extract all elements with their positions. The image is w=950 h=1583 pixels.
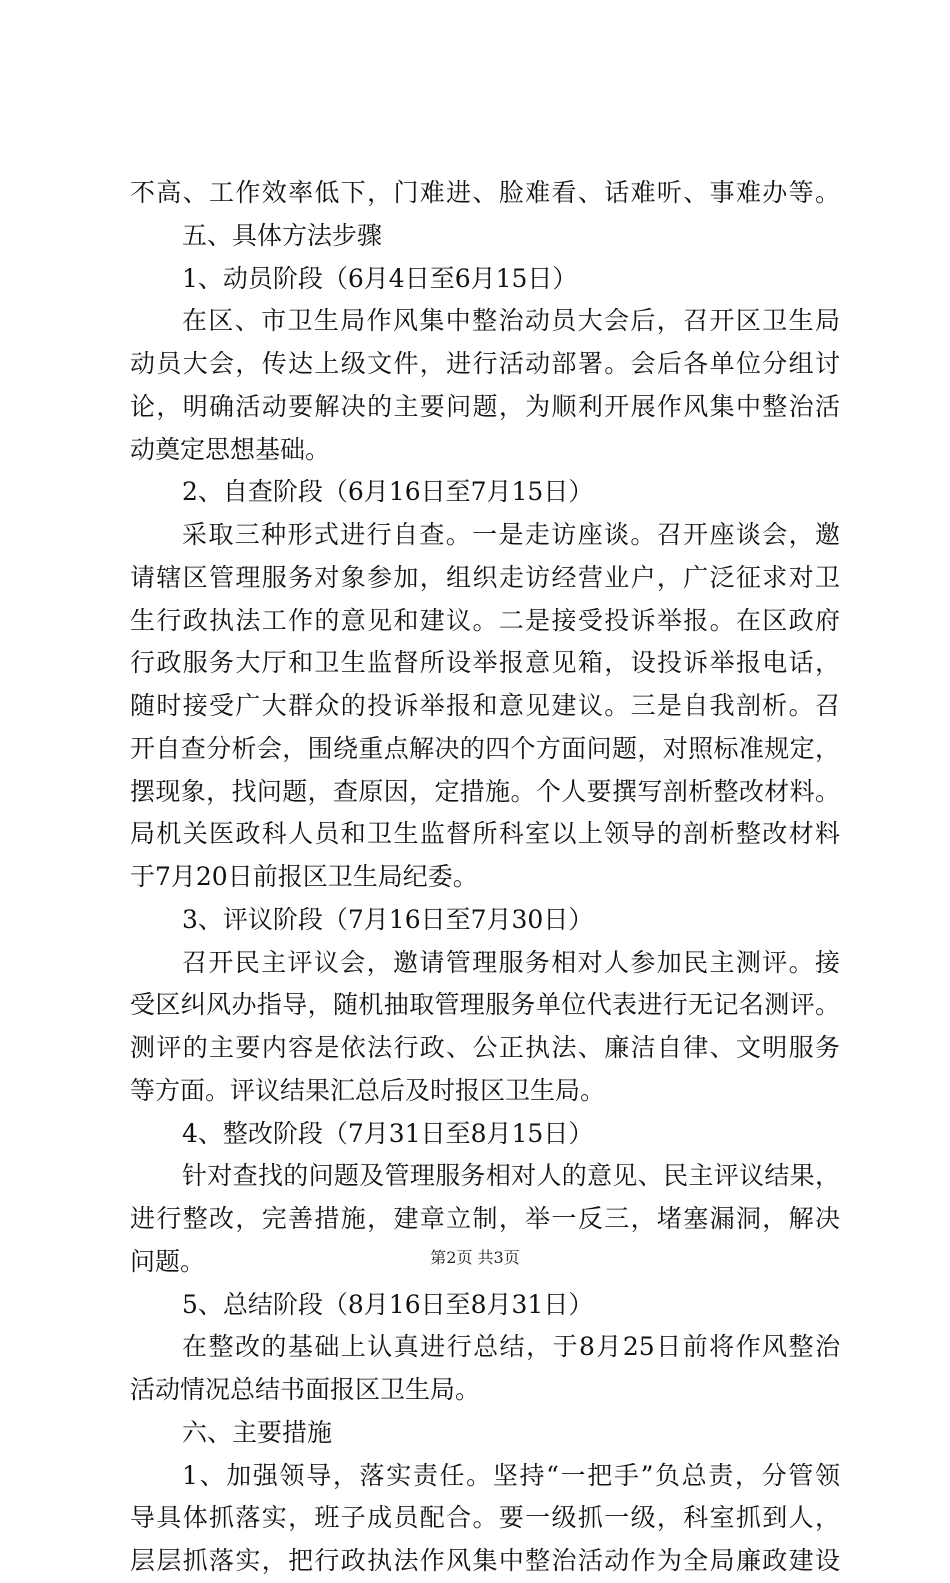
text-line: 动奠定思想基础。 <box>130 434 331 464</box>
text-line: 不高、工作效率低下，门难进、脸难看、话难听、事难办等。 <box>130 178 840 207</box>
text-line: 受区纠风办指导，随机抽取管理服务单位代表进行无记名测评。 <box>130 990 840 1020</box>
text-line: 采取三种形式进行自查。一是走访座谈。召开座谈会，邀 <box>182 520 840 549</box>
text-line: 1、加强领导，落实责任。坚持“一把手”负总责，分管领 <box>182 1460 840 1490</box>
text-line: 导具体抓落实，班子成员配合。要一级抓一级，科室抓到人， <box>130 1503 840 1533</box>
document-body <box>130 172 840 1583</box>
text-line: 论，明确活动要解决的主要问题，为顺利开展作风集中整治活 <box>130 391 840 421</box>
section-heading: 五、具体方法步骤 <box>182 220 383 250</box>
text-line: 进行整改，完善措施，建章立制，举一反三，堵塞漏洞，解决 <box>130 1204 840 1233</box>
text-line: 局机关医政科人员和卫生监督所科室以上领导的剖析整改材料 <box>130 819 840 849</box>
subsection-heading: 5、总结阶段（8月16日至8月31日） <box>182 1289 594 1319</box>
text-line: 活动情况总结书面报区卫生局。 <box>130 1375 481 1404</box>
subsection-heading: 2、自查阶段（6月16日至7月15日） <box>182 477 594 507</box>
text-line: 在区、市卫生局作风集中整治动员大会后，召开区卫生局 <box>182 306 840 336</box>
text-line: 测评的主要内容是依法行政、公正执法、廉洁自律、文明服务 <box>130 1033 840 1062</box>
subsection-heading: 4、整改阶段（7月31日至8月15日） <box>182 1118 594 1148</box>
text-line: 于7月20日前报区卫生局纪委。 <box>130 862 478 891</box>
text-line: 在整改的基础上认真进行总结，于8月25日前将作风整治 <box>182 1332 840 1362</box>
page-number-footer: 第2页 共3页 <box>430 1248 520 1267</box>
text-line: 等方面。评议结果汇总后及时报区卫生局。 <box>130 1075 606 1105</box>
text-line: 针对查找的问题及管理服务相对人的意见、民主评议结果， <box>182 1161 840 1191</box>
text-line: 随时接受广大群众的投诉举报和意见建议。三是自我剖析。召 <box>130 691 840 720</box>
subsection-heading: 1、动员阶段（6月4日至6月15日） <box>182 263 578 293</box>
text-line: 开自查分析会，围绕重点解决的四个方面问题，对照标准规定， <box>130 733 840 763</box>
text-line: 动员大会，传达上级文件，进行活动部署。会后各单位分组讨 <box>130 349 840 378</box>
text-line: 召开民主评议会，邀请管理服务相对人参加民主测评。接 <box>182 947 840 977</box>
text-line: 行政服务大厅和卫生监督所设举报意见箱，设投诉举报电话， <box>130 648 840 678</box>
text-line: 摆现象，找问题，查原因，定措施。个人要撰写剖析整改材料。 <box>130 776 840 806</box>
text-line: 问题。 <box>130 1246 206 1276</box>
section-heading: 六、主要措施 <box>182 1417 333 1447</box>
subsection-heading: 3、评议阶段（7月16日至7月30日） <box>182 904 594 934</box>
text-line: 生行政执法工作的意见和建议。二是接受投诉举报。在区政府 <box>130 605 840 635</box>
text-line: 层层抓落实，把行政执法作风集中整治活动作为全局廉政建设 <box>130 1546 840 1575</box>
text-line: 请辖区管理服务对象参加，组织走访经营业户，广泛征求对卫 <box>130 562 840 592</box>
